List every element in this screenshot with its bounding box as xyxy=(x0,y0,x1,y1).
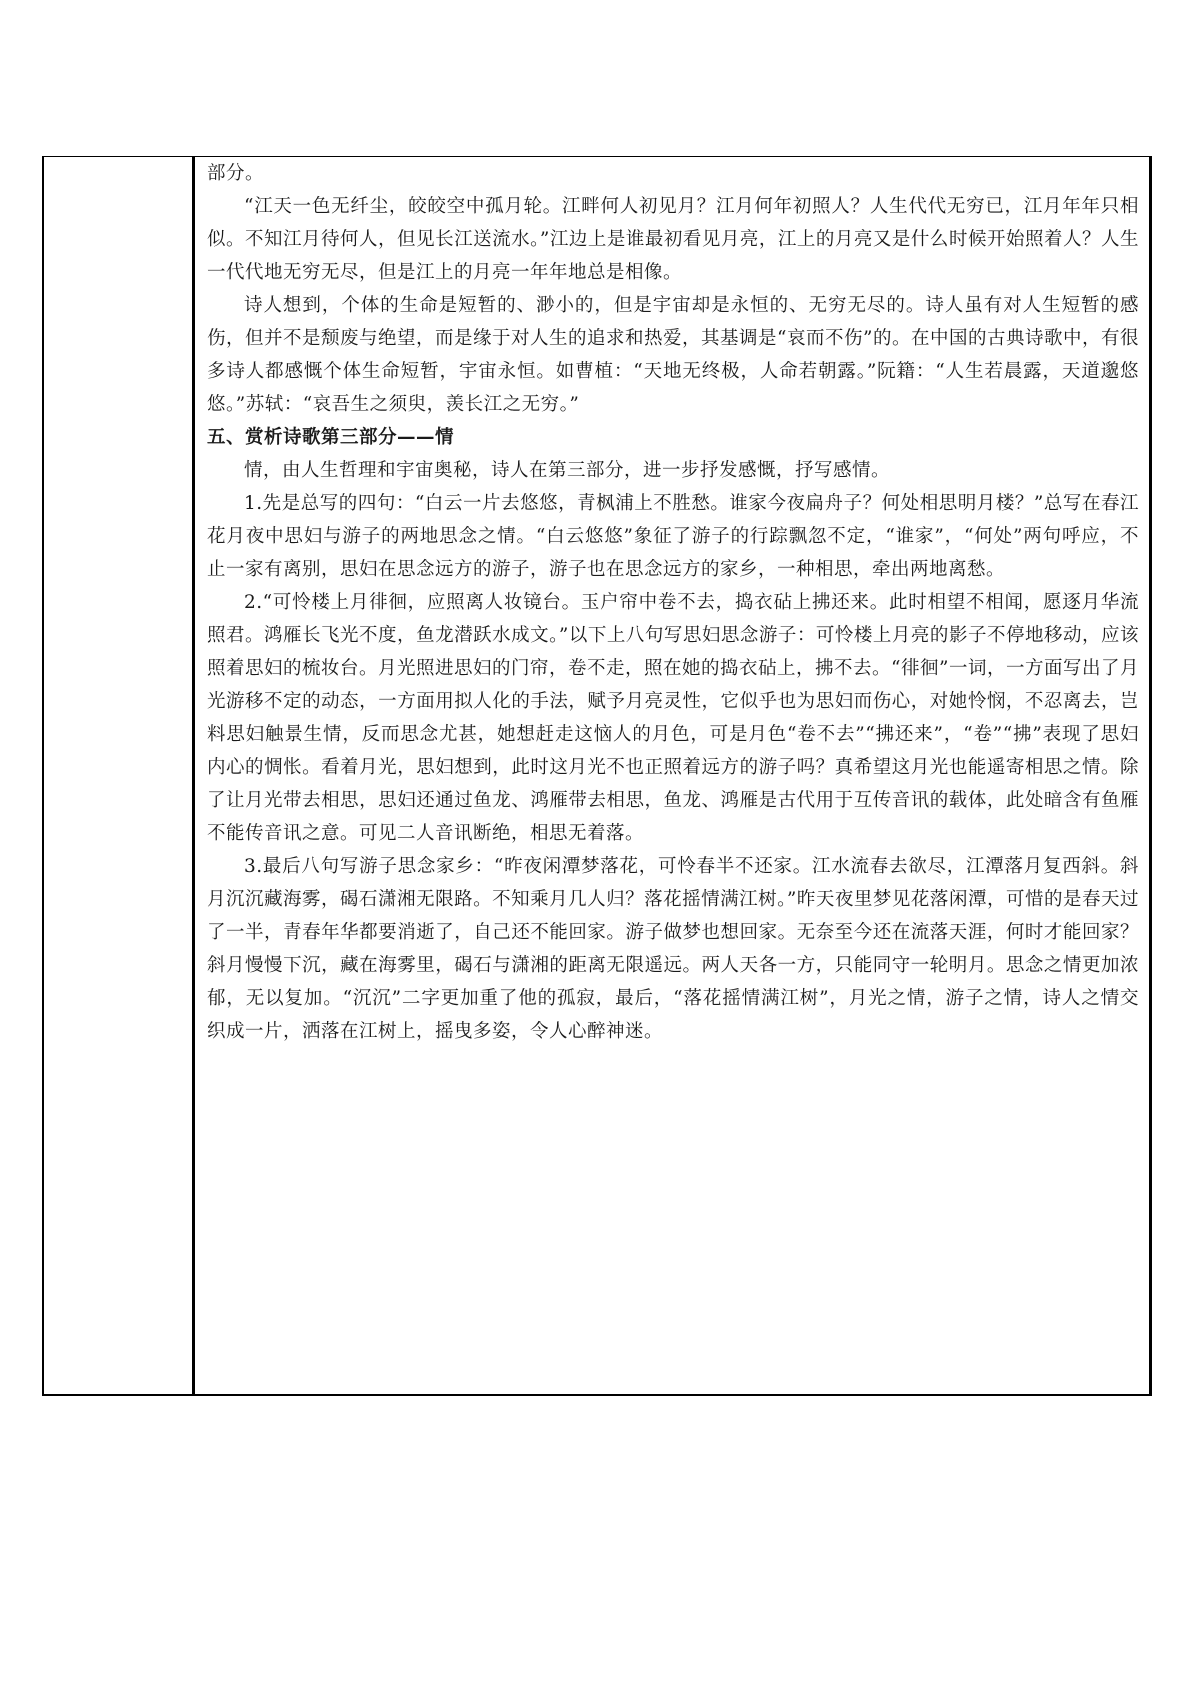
paragraph-poem-quote: “江天一色无纤尘，皎皎空中孤月轮。江畔何人初见月？江月何年初照人？人生代代无穷已，江月年年只相似。不知江月待何人，但见长江送流水。”江边上是谁最初看见月亮，江上的月亮又是什么时候开始照着人？人生一代代地无穷无尽，但是江上的月亮一年年地总是相像。 xyxy=(207,196,1139,283)
content-cell xyxy=(194,157,1151,1396)
section-heading: 五、赏析诗歌第三部分——情 xyxy=(207,427,455,448)
paragraph-continuation: 部分。 xyxy=(207,163,265,184)
paragraph-point-1: 1.先是总写的四句：“白云一片去悠悠，青枫浦上不胜愁。谁家今夜扁舟子？何处相思明月楼？”总写在春江花月夜中思妇与游子的两地思念之情。“白云悠悠”象征了游子的行踪飘忽不定，“谁家”，“何处”两句呼应，不止一家有离别，思妇在思念远方的游子，游子也在思念远方的家乡，一种相思，牵出两地离愁。 xyxy=(207,493,1139,580)
paragraph-life-universe: 诗人想到，个体的生命是短暂的、渺小的，但是宇宙却是永恒的、无穷无尽的。诗人虽有对人生短暂的感伤，但并不是颓废与绝望，而是缘于对人生的追求和热爱，其基调是“哀而不伤”的。在中国的古典诗歌中，有很多诗人都感慨个体生命短暂，宇宙永恒。如曹植：“天地无终极，人命若朝露。”阮籍：“人生若晨露，天道邈悠悠。”苏轼：“哀吾生之须臾，羡长江之无穷。” xyxy=(207,295,1139,415)
paragraph-intro: 情，由人生哲理和宇宙奥秘，诗人在第三部分，进一步抒发感慨，抒写感情。 xyxy=(244,460,891,481)
table-row xyxy=(43,157,1151,1396)
document-table xyxy=(42,156,1152,1396)
paragraph-point-2: 2.“可怜楼上月徘徊，应照离人妆镜台。玉户帘中卷不去，捣衣砧上拂还来。此时相望不相闻，愿逐月华流照君。鸿雁长飞光不度，鱼龙潜跃水成文。”以下上八句写思妇思念游子：可怜楼上月亮的影子不停地移动，应该照着思妇的梳妆台。月光照进思妇的门帘，卷不走，照在她的捣衣砧上，拂不去。“徘徊”一词，一方面写出了月光游移不定的动态，一方面用拟人化的手法，赋予月亮灵性，它似乎也为思妇而伤心，对她怜悯，不忍离去，岂料思妇触景生情，反而思念尤甚，她想赶走这恼人的月色，可是月色“卷不去”“拂还来”，“卷”“拂”表现了思妇内心的惆怅。看着月光，思妇想到，此时这月光不也正照着远方的游子吗？真希望这月光也能遥寄相思之情。除了让月光带去相思，思妇还通过鱼龙、鸿雁带去相思，鱼龙、鸿雁是古代用于互传音讯的载体，此处暗含有鱼雁不能传音讯之意。可见二人音讯断绝，相思无着落。 xyxy=(207,592,1139,844)
left-label-cell xyxy=(43,157,194,1396)
paragraph-point-3: 3.最后八句写游子思念家乡：“昨夜闲潭梦落花，可怜春半不还家。江水流春去欲尽，江潭落月复西斜。斜月沉沉藏海雾，碣石潇湘无限路。不知乘月几人归？落花摇情满江树。”昨天夜里梦见花落闲潭，可惜的是春天过了一半，青春年华都要消逝了，自己还不能回家。游子做梦也想回家。无奈至今还在流落天涯，何时才能回家？斜月慢慢下沉，藏在海雾里，碣石与潇湘的距离无限遥远。两人天各一方，只能同守一轮明月。思念之情更加浓郁，无以复加。“沉沉”二字更加重了他的孤寂，最后，“落花摇情满江树”，月光之情，游子之情，诗人之情交织成一片，洒落在江树上，摇曳多姿，令人心醉神迷。 xyxy=(207,856,1139,1042)
content-body xyxy=(207,157,1139,1048)
